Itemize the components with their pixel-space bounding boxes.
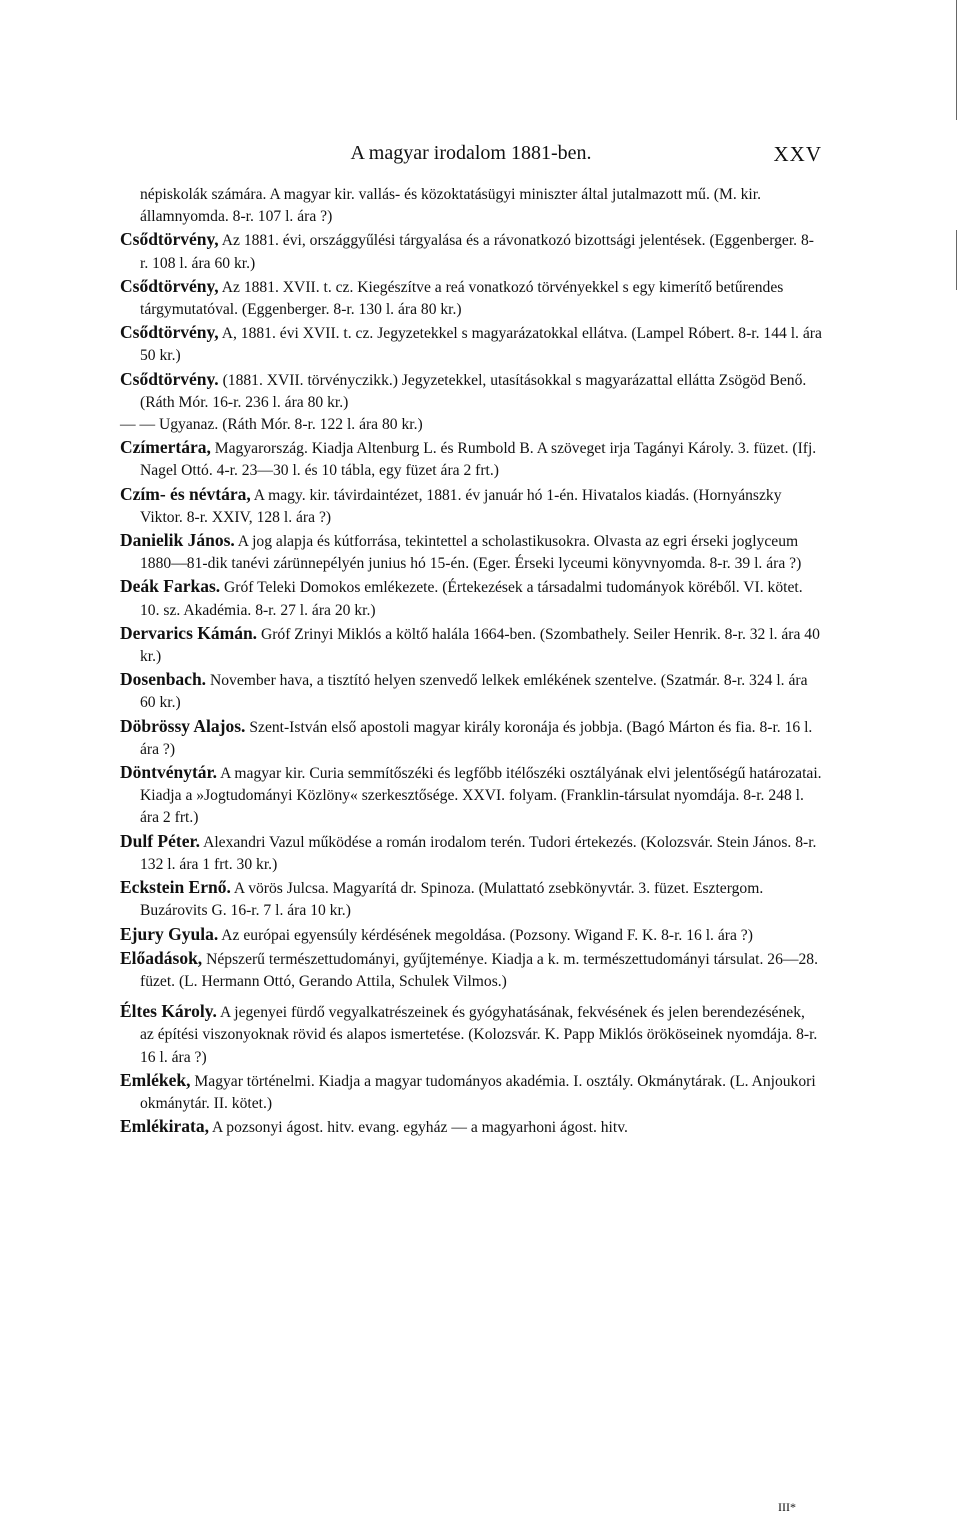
entry-text: A, 1881. évi XVII. t. cz. Jegyzetekkel s magyarázatokkal ellátva. (Lampel Róbert. 8-r. 144 l. ára 50 kr.) [140, 325, 822, 365]
page-header [120, 142, 822, 172]
bibliography-entry [120, 668, 822, 714]
entry-headword: Dervarics Kámán. [120, 622, 258, 643]
running-title: A magyar irodalom 1881-ben. [350, 142, 592, 164]
bibliography-entry [120, 947, 822, 993]
bibliography-entry [120, 575, 822, 621]
entry-headword: Dosenbach. [120, 669, 207, 690]
bibliography-entry [120, 184, 822, 228]
bibliography-entry [120, 275, 822, 321]
bibliography-entry [120, 1069, 822, 1115]
page-number: XXV [773, 142, 822, 166]
entry-text: A jog alapja és kútforrása, tekintettel a scholastikusokra. Olvasta az egri érseki joglyceum 1880—81-dik tanévi zárünnepélyén junius hó 15-én. (Eger. Érseki lyceumi könyvnyomda. 8-r. 39 l. ára ?) [140, 533, 802, 573]
entry-headword: Csődtörvény, [120, 275, 219, 296]
bibliography-entry [120, 321, 822, 367]
entry-headword: Eckstein Ernő. [120, 877, 231, 898]
entry-headword: Czímertára, [120, 437, 211, 458]
entry-headword: Dulf Péter. [120, 830, 201, 851]
scan-edge-line [956, 0, 957, 120]
bibliography-entry [120, 1115, 822, 1139]
entry-text: Népszerű természettudományi, gyűjteménye. Kiadja a k. m. természettudományi társulat. 26—28. füzet. (L. Hermann Ottó, Gerando Attila, Schulek Vilmos.) [140, 950, 818, 990]
entry-text: Az 1881. évi, országgyűlési tárgyalása és a rávonatkozó bizottsági jelentések. (Eggenberger. 8-r. 108 l. ára 60 kr.) [140, 232, 814, 272]
entry-headword: Ejury Gyula. [120, 923, 219, 944]
entry-text: Az európai egyensúly kérdésének megoldása. (Pozsony. Wigand F. K. 8-r. 16 l. ára ?) [221, 926, 753, 944]
entry-headword: Éltes Károly. [120, 1001, 217, 1022]
entry-text: November hava, a tisztító helyen szenvedő lelkek emlékének szentelve. (Szatmár. 8-r. 324 l. ára 60 kr.) [140, 672, 808, 712]
bibliography-entry [120, 414, 822, 436]
bibliography-entry [120, 368, 822, 414]
entry-headword: Danielik János. [120, 530, 235, 551]
entry-headword: Csődtörvény, [120, 229, 219, 250]
scan-edge-line [956, 230, 957, 290]
bibliography-entry [120, 529, 822, 575]
signature-mark: III* [778, 1500, 796, 1514]
bibliography-entry [120, 622, 822, 668]
entry-text: A jegenyei fürdő vegyalkatrészeinek és gyógyhatásának, fekvésének és jelen berendezésének, az építési viszonyoknak rövid és alapos ismertetése. (Kolozsvár. K. Papp Miklós örököseinek nyomdája. 8-r. 16 l. ára ?) [140, 1004, 818, 1066]
bibliography-entry [120, 228, 822, 274]
entry-headword: Emlékek, [120, 1069, 191, 1090]
entry-headword: Döbrössy Alajos. [120, 715, 246, 736]
entry-text: A pozsonyi ágost. hitv. evang. egyház — a magyarhoni ágost. hitv. [212, 1119, 628, 1137]
bibliography-entry [120, 483, 822, 529]
entry-text: A magyar kir. Curia semmítőszéki és legfőbb itélőszéki osztályának elvi jelentőségű határozatai. Kiadja a »Jogtudományi Közlöny« szerkesztősége. XXVI. folyam. (Franklin-társulat nyomdája. 8-r. 248 l. ára 2 frt.) [140, 765, 822, 827]
entry-text: népiskolák számára. A magyar kir. vallás- és közoktatásügyi miniszter által jutalmazott mű. (M. kir. államnyomda. 8-r. 107 l. ára ?) [140, 186, 761, 226]
entry-text: A magy. kir. távirdaintézet, 1881. év január hó 1-én. Hivatalos kiadás. (Hornyánszky Viktor. 8-r. XXIV, 128 l. ára ?) [140, 486, 782, 526]
entry-headword: Emlékirata, [120, 1116, 209, 1137]
entry-text: Alexandri Vazul működése a román irodalom terén. Tudori értekezés. (Kolozsvár. Stein János. 8-r. 132 l. ára 1 frt. 30 kr.) [140, 833, 817, 873]
entry-headword: Deák Farkas. [120, 576, 221, 597]
entry-text: Szent-István első apostoli magyar király koronája és jobbja. (Bagó Márton és fia. 8-r. 16 l. ára ?) [140, 718, 813, 758]
bibliography-entry [120, 830, 822, 876]
entry-text: A vörös Julcsa. Magyarítá dr. Spinoza. (Mulattató zsebkönyvtár. 3. füzet. Esztergom. Buzárovits G. 16-r. 7 l. ára 10 kr.) [140, 880, 764, 920]
bibliography-entry [120, 876, 822, 922]
entry-text: Magyarország. Kiadja Altenburg L. és Rumbold B. A szöveget irja Tagányi Károly. 3. füzet. (Ifj. Nagel Ottó. 4-r. 23—30 l. és 10 tábla, egy füzet ára 2 frt.) [140, 440, 817, 480]
bibliography-entry [120, 761, 822, 830]
bibliography-entry [120, 923, 822, 947]
entry-headword: Előadások, [120, 947, 203, 968]
entry-headword: Döntvénytár. [120, 762, 218, 783]
entry-headword: Csődtörvény. [120, 368, 219, 389]
entry-text: Magyar történelmi. Kiadja a magyar tudományos akadémia. I. osztály. Okmánytárak. (L. Anjoukori okmánytár. II. kötet.) [140, 1072, 816, 1112]
entry-text: — — Ugyanaz. (Ráth Mór. 8-r. 122 l. ára 80 kr.) [120, 416, 423, 434]
entry-headword: Csődtörvény, [120, 322, 219, 343]
entry-headword: Czím- és névtára, [120, 483, 251, 504]
entry-text: Gróf Zrinyi Miklós a költő halála 1664-ben. (Szombathely. Seiler Henrik. 8-r. 32 l. ára 40 kr.) [140, 625, 820, 666]
bibliography-list [120, 184, 822, 1139]
bibliography-entry [120, 715, 822, 761]
bibliography-entry [120, 436, 822, 482]
entry-text: (1881. XVII. törvényczikk.) Jegyzetekkel, utasításokkal s magyarázattal ellátta Zsögöd Benő. (Ráth Mór. 16-r. 236 l. ára 80 kr.) [140, 371, 807, 411]
entry-text: Az 1881. XVII. t. cz. Kiegészítve a reá vonatkozó törvényekkel s egy kimerítő betűrendes tárgymutatóval. (Eggenberger. 8-r. 130 l. ára 80 kr.) [140, 278, 784, 319]
bibliography-entry [120, 1000, 822, 1069]
entry-text: Gróf Teleki Domokos emlékezete. (Értekezések a társadalmi tudományok köréből. VI. kötet. 10. sz. Akadémia. 8-r. 27 l. ára 20 kr.) [140, 579, 803, 619]
